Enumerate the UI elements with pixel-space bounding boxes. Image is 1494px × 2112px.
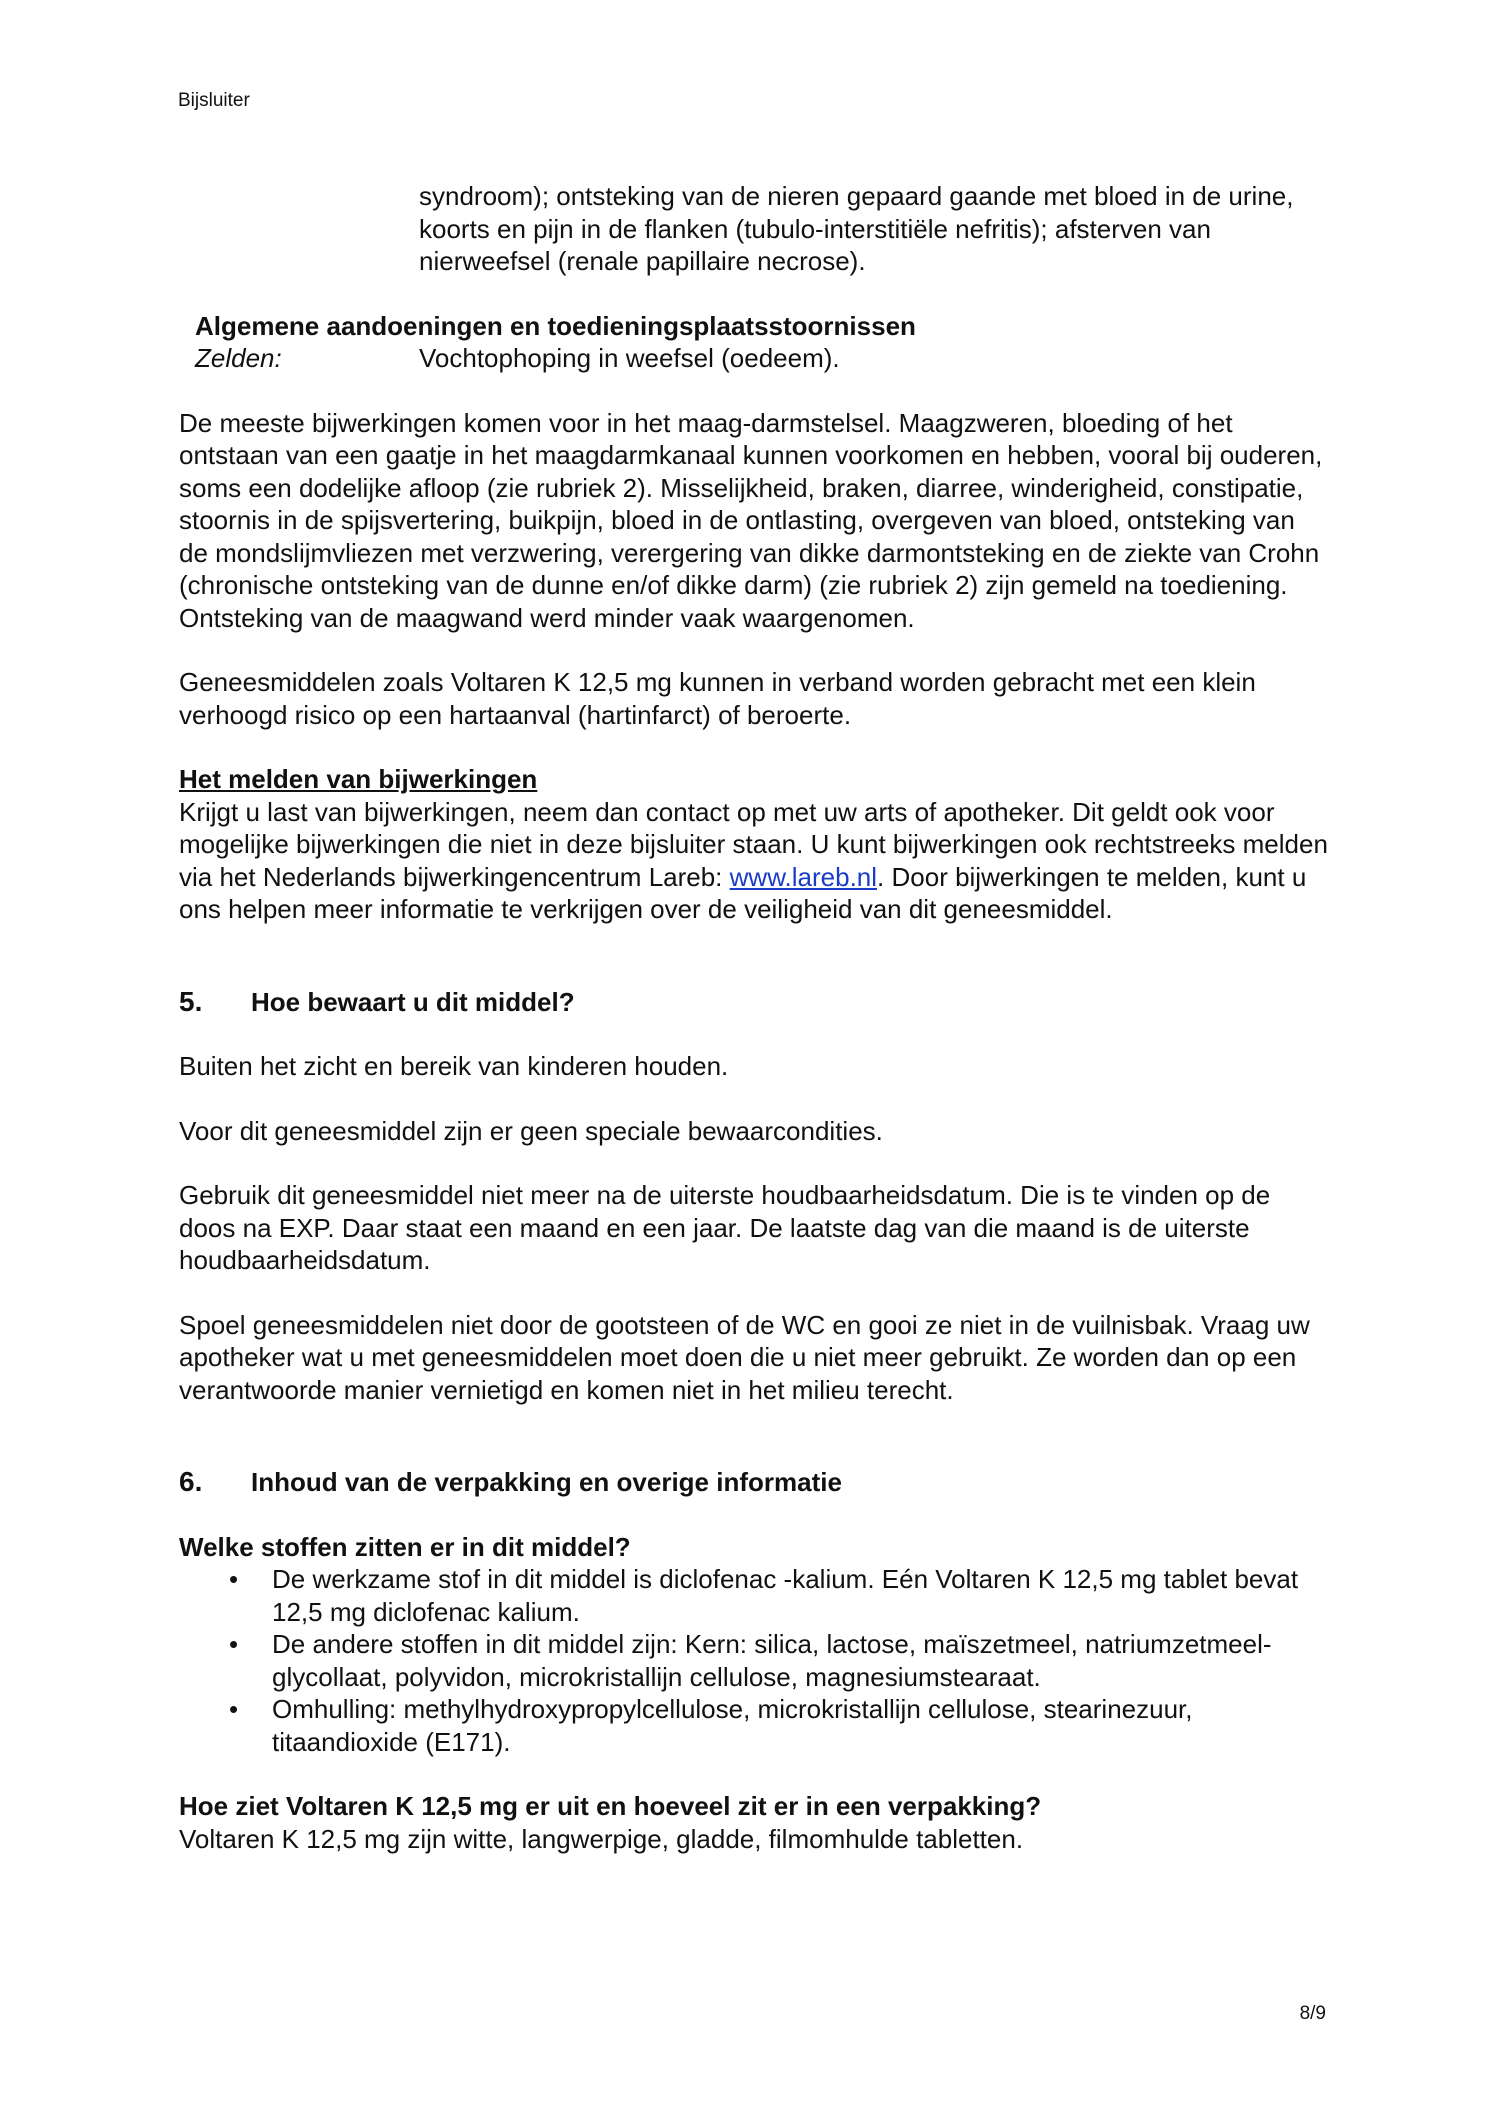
list-item-text: Omhulling: methylhydroxypropylcellulose, microkristallijn cellulose, stearinezuur, titaandioxide (E171). (272, 1694, 1193, 1757)
continuation-text: syndroom); ontsteking van de nieren gepaard gaande met bloed in de urine, koorts en pijn in de flanken (tubulo-interstitiële nefritis); afsterven van nierweefsel (renale papillaire necrose). (419, 181, 1294, 276)
section-6-number: 6. (179, 1466, 203, 1497)
running-header: Bijsluiter (178, 90, 250, 111)
bullet-icon: • (229, 1694, 239, 1724)
ingredients-list (179, 1563, 1329, 1758)
side-effects-paragraph: De meeste bijwerkingen komen voor in het maag-darmstelsel. Maagzweren, bloeding of het ontstaan van een gaatje in het maagdarmkanaal kunnen voorkomen en hebben, vooral bij ouderen, soms een dodelijke afloop (zie rubriek 2). Misselijkheid, braken, diarree, winderigheid, constipatie, stoornis in de spijsvertering, buikpijn, bloed in de ontlasting, overgeven van bloed, ontsteking van de mondslijmvliezen met verzwering, verergering van dikke darmontsteking en de ziekte van Crohn (chronische ontsteking van de dunne en/of dikke darm) (zie rubriek 2) zijn gemeld na toediening. Ontsteking van de maagwand werd minder vaak waargenomen. (179, 407, 1323, 633)
storage-p1: Buiten het zicht en bereik van kinderen houden. (179, 1051, 729, 1081)
reporting-text-after: . Door bijwerkingen te melden, kunt u ons helpen meer informatie te verkrijgen over de veiligheid van dit geneesmiddel. (179, 861, 1307, 924)
list-item (179, 1628, 1329, 1693)
appearance-text: Voltaren K 12,5 mg zijn witte, langwerpige, gladde, filmomhulde tabletten. (179, 1823, 1024, 1854)
reporting-paragraph (179, 796, 1329, 926)
page-body (179, 180, 1329, 1855)
risk-paragraph: Geneesmiddelen zoals Voltaren K 12,5 mg kunnen in verband worden gebracht met een klein verhoogd risico op een hartaanval (hartinfarct) of beroerte. (179, 667, 1256, 730)
bullet-icon: • (229, 1629, 239, 1659)
ingredients-heading: Welke stoffen zitten er in dit middel? (179, 1531, 631, 1562)
section-5-heading (179, 986, 1329, 1019)
reporting-heading: Het melden van bijwerkingen (179, 764, 538, 794)
frequency-row (179, 342, 1329, 375)
storage-p3: Gebruik dit geneesmiddel niet meer na de uiterste houdbaarheidsdatum. Die is te vinden op de doos na EXP. Daar staat een maand en een jaar. De laatste dag van die maand is de uiterste houdbaarheidsdatum. (179, 1180, 1271, 1275)
page-number: 8/9 (1299, 2003, 1326, 2024)
bullet-icon: • (229, 1564, 239, 1594)
list-item (179, 1693, 1329, 1758)
section-5-number: 5. (179, 985, 203, 1017)
section-5-title: Hoe bewaart u dit middel? (251, 986, 575, 1017)
frequency-text: Vochtophoping in weefsel (oedeem). (419, 343, 840, 373)
appearance-heading: Hoe ziet Voltaren K 12,5 mg er uit en hoeveel zit er in een verpakking? (179, 1791, 1042, 1821)
storage-p2: Voor dit geneesmiddel zijn er geen speciale bewaarcondities. (179, 1115, 883, 1146)
section-6-title: Inhoud van de verpakking en overige informatie (251, 1467, 842, 1497)
section-6-heading (179, 1466, 1329, 1499)
list-item (179, 1563, 1329, 1628)
list-item-text: De andere stoffen in dit middel zijn: Kern: silica, lactose, maïszetmeel, natriumzetmeel-glycollaat, polyvidon, microkristallijn cellulose, magnesiumstearaat. (272, 1629, 1272, 1692)
frequency-label: Zelden: (195, 343, 282, 373)
lareb-link[interactable]: www.lareb.nl (729, 861, 878, 892)
list-item-text: De werkzame stof in dit middel is diclofenac -kalium. Eén Voltaren K 12,5 mg tablet bevat 12,5 mg diclofenac kalium. (272, 1564, 1299, 1627)
storage-p4: Spoel geneesmiddelen niet door de gootsteen of de WC en gooi ze niet in de vuilnisbak. Vraag uw apotheker wat u met geneesmiddelen moet doen die u niet meer gebruikt. Ze worden dan op een verantwoorde manier vernietigd en komen niet in het milieu terecht. (179, 1309, 1310, 1405)
reporting-text-before: Krijgt u last van bijwerkingen, neem dan contact op met uw arts of apotheker. Dit geldt ook voor mogelijke bijwerkingen die niet in deze bijsluiter staan. U kunt bijwerkingen ook rechtstreeks melden via het Nederlands bijwerkingencentrum Lareb: (179, 796, 1328, 892)
general-disorders-heading: Algemene aandoeningen en toedieningsplaatsstoornissen (195, 310, 916, 341)
